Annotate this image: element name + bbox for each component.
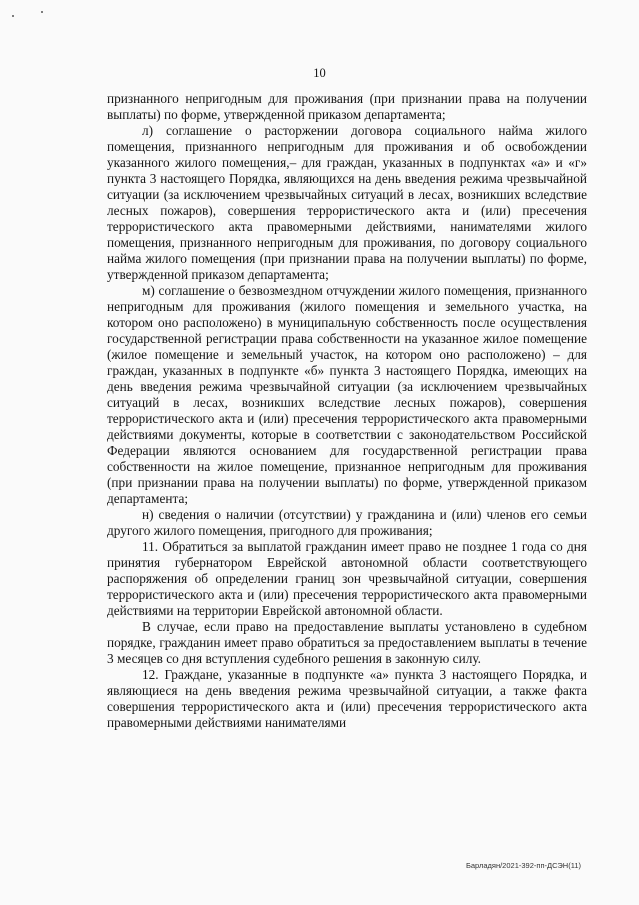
paragraph: 11. Обратиться за выплатой гражданин имеет право не позднее 1 года со дня принятия губернатором Еврейской автономной области соответствующего распоряжения об определении границ зон чрезвычайной ситуации, совершения террористического акта и (или) пресечения террористического акта правомерными действиями на территории Еврейской автономной области. bbox=[107, 539, 587, 618]
document-footer: Барладян/2021-392-пп-ДСЭН(11) bbox=[465, 861, 581, 870]
paragraph: м) соглашение о безвозмездном отчуждении жилого помещения, признанного непригодным для проживания (жилого помещения и земельного участка, на котором оно расположено) в муниципальную собственность после осуществления государственной регистрации права собственности на указанное жилое помещение (жилое помещение и земельный участок, на котором оно расположено) – для граждан, указанных в подпункте «б» пункта 3 настоящего Порядка, имеющих на день введения режима чрезвычайной ситуации (за исключением чрезвычайных ситуаций в лесах, возникших вследствие лесных пожаров), совершения террористического акта и (или) пресечения террористического акта правомерными действиями документы, которые в соответствии с законодательством Российской Федерации являются основанием для государственной регистрации права собственности на жилое помещение, признанное непригодным для проживания (при признании права на получении выплаты) по форме, утвержденной приказом департамента; bbox=[107, 283, 587, 506]
page-number: 10 bbox=[313, 66, 326, 80]
scan-speck bbox=[12, 15, 14, 17]
paragraph: 12. Граждане, указанные в подпункте «а» пункта 3 настоящего Порядка, и являющиеся на день введения режима чрезвычайной ситуации, а также факта совершения террористического акта и (или) пресечения террористического акта правомерными действиями нанимателями bbox=[107, 667, 587, 730]
scan-speck bbox=[41, 11, 43, 13]
paragraph: н) сведения о наличии (отсутствии) у гражданина и (или) членов его семьи другого жилого помещения, пригодного для проживания; bbox=[107, 507, 587, 538]
paragraph: В случае, если право на предоставление выплаты установлено в судебном порядке, гражданин имеет право обратиться за предоставлением выплаты в течение 3 месяцев со дня вступления судебного решения в законную силу. bbox=[107, 619, 587, 666]
paragraph: л) соглашение о расторжении договора социального найма жилого помещения, признанного непригодным для проживания и об освобождении указанного жилого помещения,– для граждан, указанных в подпунктах «а» и «г» пункта 3 настоящего Порядка, являющихся на день введения режима чрезвычайной ситуации (за исключением чрезвычайных ситуаций в лесах, возникших вследствие лесных пожаров), совершения террористического акта и (или) пресечения террористического акта правомерными действиями, нанимателями жилого помещения, признанного непригодным для проживания, по договору социального найма жилого помещения (при признании права на получении выплаты) по форме, утвержденной приказом департамента; bbox=[107, 123, 587, 282]
paragraph: признанного непригодным для проживания (при признании права на получении выплаты) по форме, утвержденной приказом департамента; bbox=[107, 91, 587, 122]
document-body bbox=[107, 91, 587, 731]
